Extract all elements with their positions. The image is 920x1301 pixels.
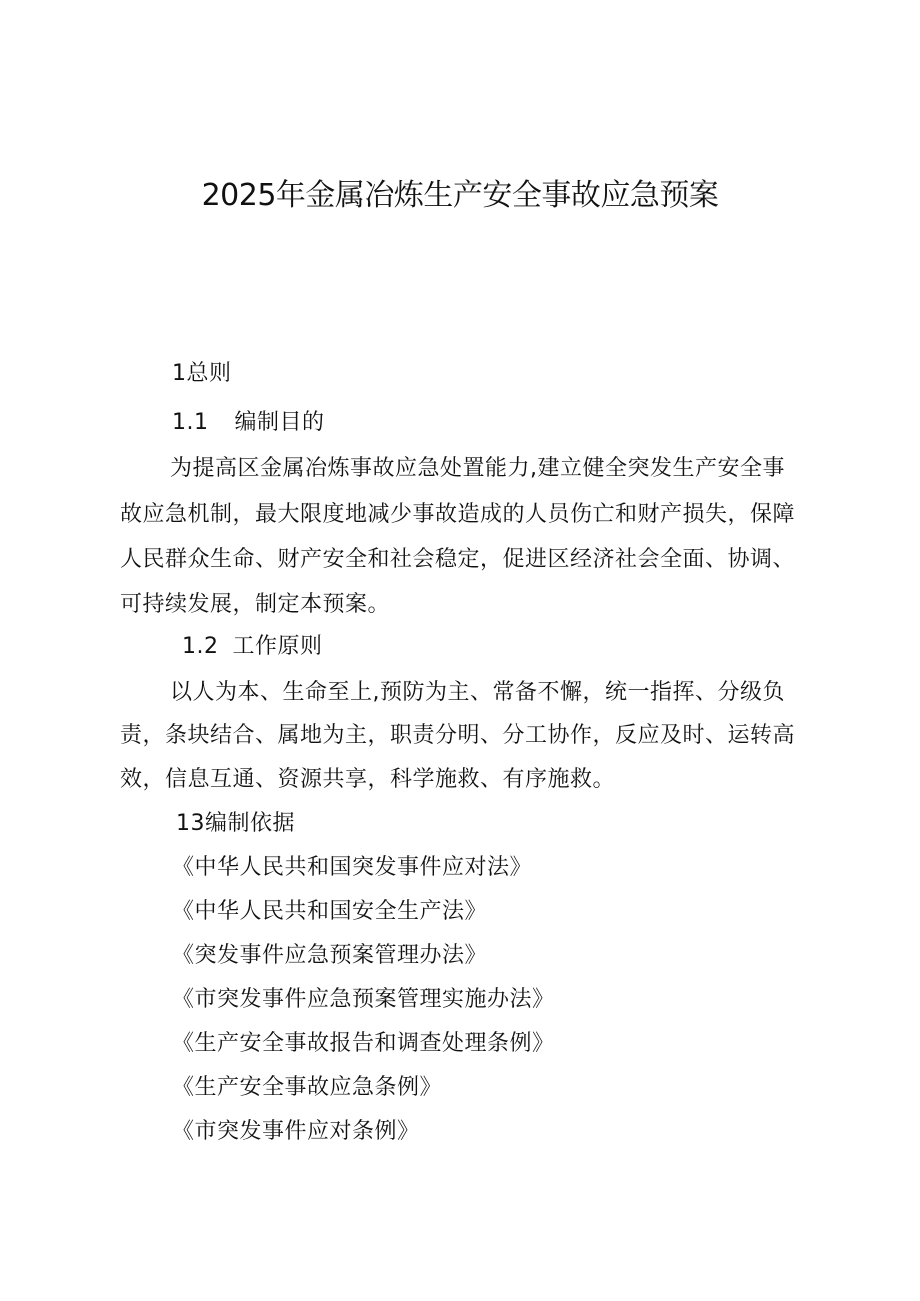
paragraph-line: 人民群众生命、财产安全和社会稳定，促进区经济社会全面、协调、: [120, 547, 796, 572]
subsection-title: 编制目的: [234, 410, 325, 435]
subsection-heading-basis: 13编制依据: [176, 811, 295, 836]
section-heading-general: 1总则: [172, 361, 232, 386]
reference-item: 《生产安全事故应急条例》: [172, 1075, 443, 1100]
subsection-heading-principles: [182, 629, 323, 660]
document-title: 2025年金属冶炼生产安全事故应急预案: [201, 178, 719, 213]
reference-item: 《中华人民共和国安全生产法》: [172, 899, 488, 924]
reference-item: 《市突发事件应急预案管理实施办法》: [172, 987, 555, 1012]
paragraph-line: 可持续发展，制定本预案。: [120, 592, 391, 617]
paragraph-line: 为提高区金属冶炼事故应急处置能力,建立健全突发生产安全事: [170, 456, 785, 481]
reference-item: 《市突发事件应对条例》: [172, 1119, 420, 1144]
paragraph-line: 以人为本、生命至上,预防为主、常备不懈，统一指挥、分级负: [170, 680, 785, 705]
subsection-number: 1.1: [172, 410, 209, 435]
paragraph-line: 责，条块结合、属地为主，职责分明、分工协作，反应及时、运转高: [120, 723, 796, 748]
reference-item: 《突发事件应急预案管理办法》: [172, 943, 488, 968]
subsection-title: 工作原则: [232, 634, 323, 659]
paragraph-line: 故应急机制，最大限度地减少事故造成的人员伤亡和财产损失，保障: [120, 502, 796, 527]
reference-item: 《生产安全事故报告和调查处理条例》: [172, 1031, 555, 1056]
reference-item: 《中华人民共和国突发事件应对法》: [172, 855, 533, 880]
subsection-heading-purpose: [172, 405, 325, 436]
paragraph-line: 效，信息互通、资源共享，科学施救、有序施救。: [120, 767, 616, 792]
subsection-number: 1.2: [182, 634, 219, 659]
